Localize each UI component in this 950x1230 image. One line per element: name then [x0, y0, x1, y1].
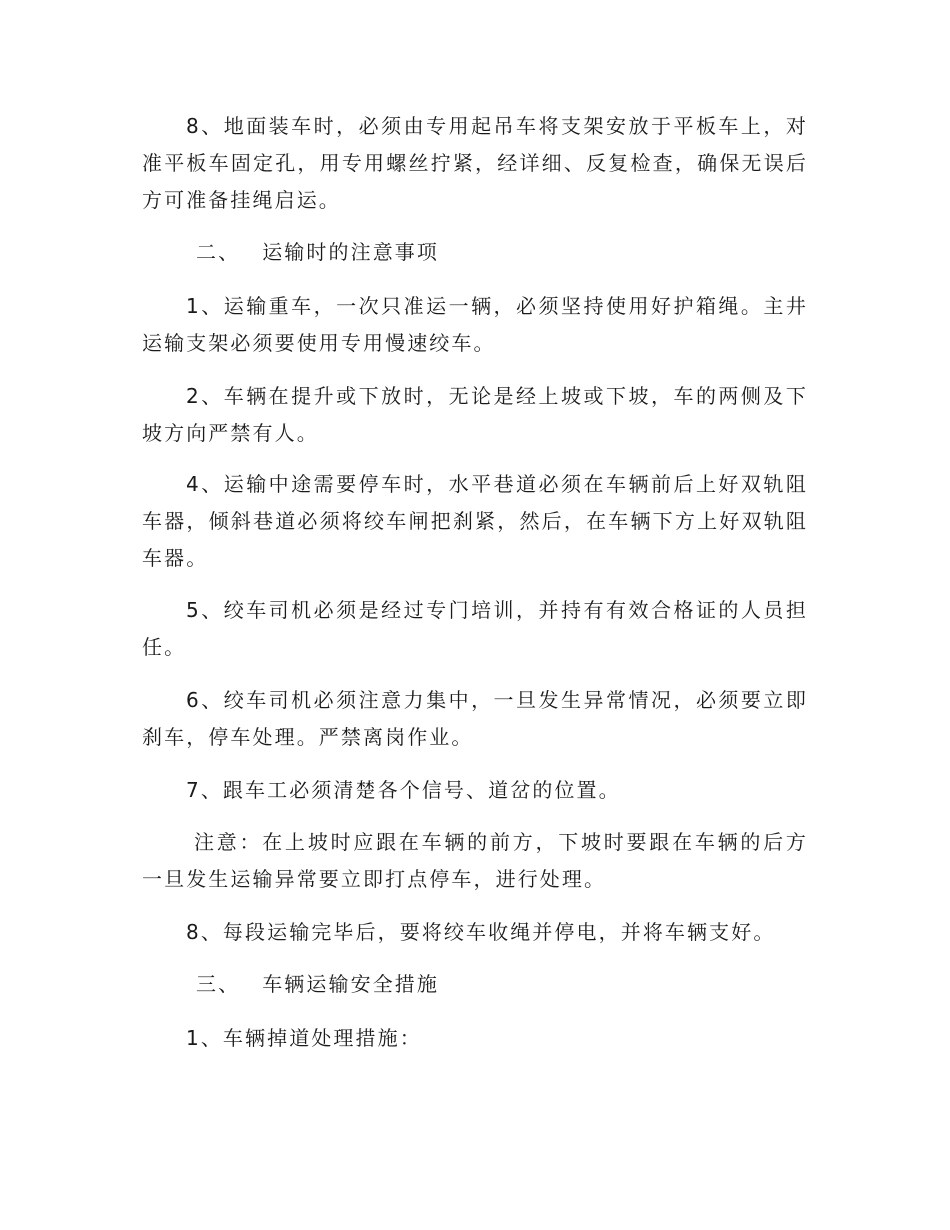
paragraph-item-7: 7、跟车工必须清楚各个信号、道岔的位置。: [186, 778, 621, 802]
section-number: 三、: [196, 972, 241, 996]
paragraph-item-1-derail: 1、车辆掉道处理措施：: [186, 1026, 422, 1050]
section-title: 运输时的注意事项: [262, 240, 440, 264]
section-title: 车辆运输安全措施: [262, 972, 440, 996]
section-heading-3: [142, 966, 808, 1003]
paragraph-item-6: 6、绞车司机必须注意力集中，一旦发生异常情况，必须要立即刹车，停车处理。严禁离岗作业。: [142, 688, 808, 749]
paragraph-item-8-finish: 8、每段运输完毕后，要将绞车收绳并停电，并将车辆支好。: [186, 920, 776, 944]
paragraph-item-2: 2、车辆在提升或下放时，无论是经上坡或下坡，车的两侧及下坡方向严禁有人。: [142, 384, 808, 445]
paragraph-item-8-loading: 8、地面装车时，必须由专用起吊车将支架安放于平板车上，对准平板车固定孔，用专用螺丝拧紧，经详细、反复检查，确保无误后方可准备挂绳启运。: [142, 114, 808, 212]
section-heading-2: [142, 234, 808, 271]
paragraph-item-5: 5、绞车司机必须是经过专门培训，并持有有效合格证的人员担任。: [142, 598, 808, 659]
paragraph-note: 注意：在上坡时应跟在车辆的前方，下坡时要跟在车辆的后方一旦发生运输异常要立即打点停车，进行处理。: [142, 830, 808, 891]
section-number: 二、: [196, 240, 241, 264]
paragraph-item-4: 4、运输中途需要停车时，水平巷道必须在车辆前后上好双轨阻车器，倾斜巷道必须将绞车闸把刹紧，然后，在车辆下方上好双轨阻车器。: [142, 472, 808, 570]
paragraph-item-1: 1、运输重车，一次只准运一辆，必须坚持使用好护箱绳。主井运输支架必须要使用专用慢速绞车。: [142, 294, 808, 355]
